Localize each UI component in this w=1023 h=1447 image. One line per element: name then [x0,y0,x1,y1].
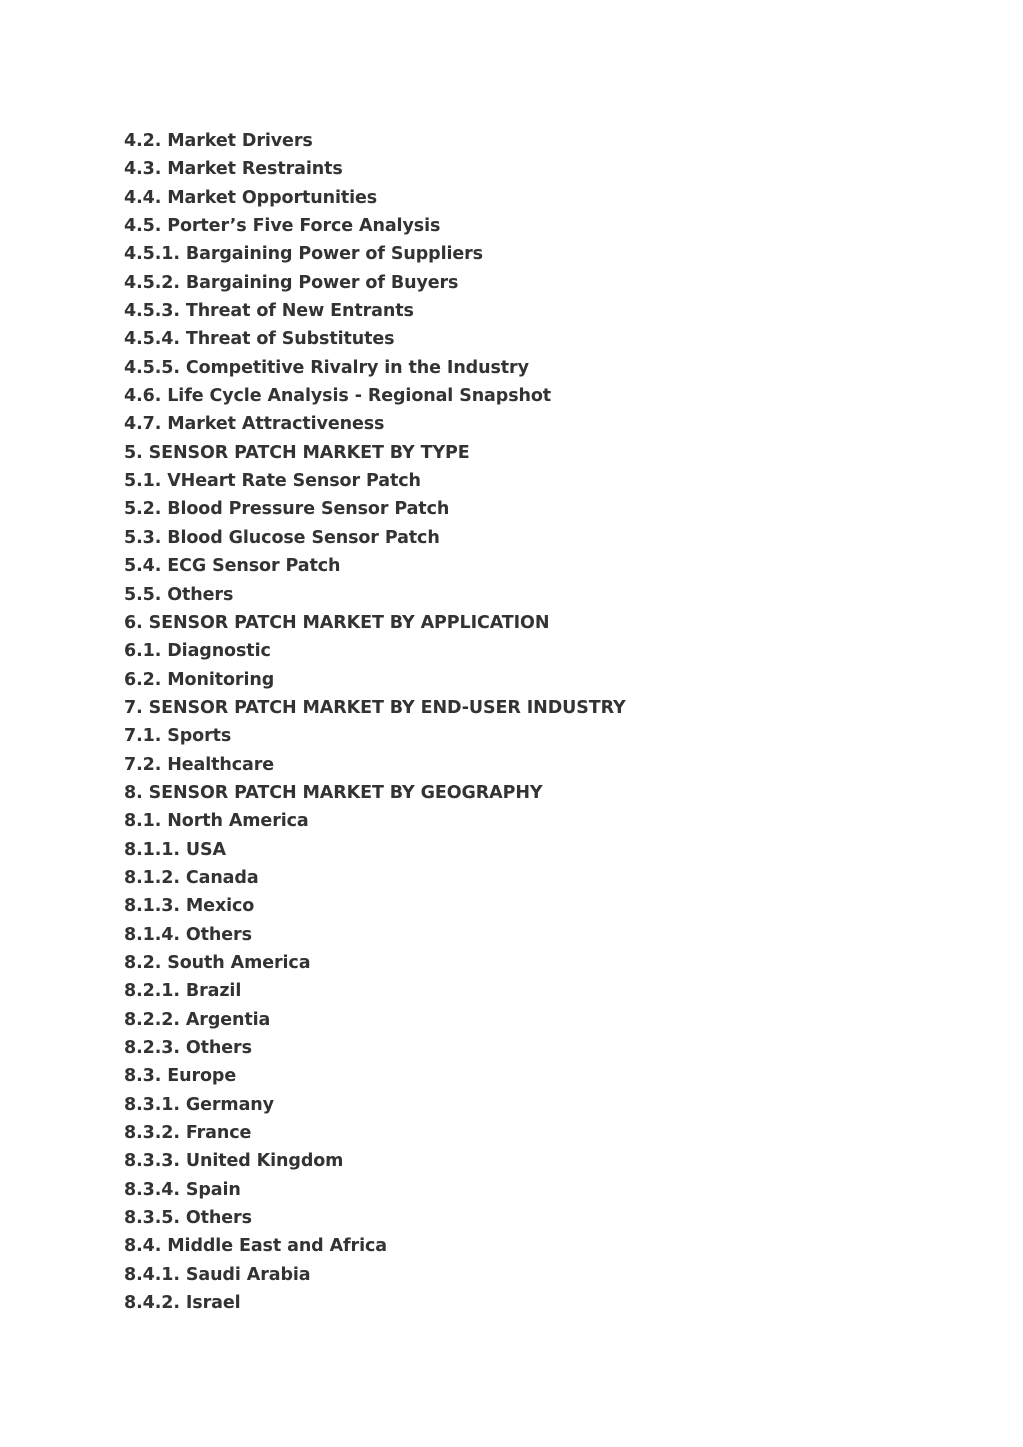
toc-entry: 8.4.1. Saudi Arabia [124,1264,311,1285]
toc-entry: 8.3.3. United Kingdom [124,1151,344,1172]
toc-entry: 8.1. North America [124,811,309,832]
toc-entry: 4.5.3. Threat of New Entrants [124,301,414,322]
toc-entry: 8.2.3. Others [124,1038,252,1058]
toc-entry: 4.5.1. Bargaining Power of Suppliers [124,244,483,265]
toc-entry: 8.3.2. France [124,1123,252,1144]
table-of-contents [124,127,626,1317]
toc-entry: 4.4. Market Opportunities [124,187,378,208]
toc-entry: 8.1.3. Mexico [124,896,255,917]
toc-entry: 8.3.1. Germany [124,1094,274,1115]
toc-entry: 4.2. Market Drivers [124,131,313,151]
toc-entry: 6.1. Diagnostic [124,641,271,662]
toc-entry: 8.3. Europe [124,1066,237,1087]
toc-entry: 4.5.2. Bargaining Power of Buyers [124,272,459,293]
toc-entry: 5.5. Others [124,584,234,605]
toc-entry: 4.5. Porter’s Five Force Analysis [124,216,441,237]
toc-entry: 8.1.1. USA [124,839,226,860]
toc-entry: 4.3. Market Restraints [124,159,343,180]
toc-entry: 8.2. South America [124,952,311,973]
toc-entry: 5.1. VHeart Rate Sensor Patch [124,471,421,492]
toc-section-heading: 7. SENSOR PATCH MARKET BY END-USER INDUSTRY [124,697,626,718]
toc-entry: 8.2.2. Argentia [124,1009,271,1030]
toc-entry: 4.5.4. Threat of Substitutes [124,329,395,350]
toc-section-heading: 8. SENSOR PATCH MARKET BY GEOGRAPHY [124,782,543,803]
toc-section-heading: 5. SENSOR PATCH MARKET BY TYPE [124,442,470,463]
toc-entry: 8.1.4. Others [124,924,252,945]
toc-entry: 4.6. Life Cycle Analysis - Regional Snapshot [124,386,552,407]
toc-entry: 7.1. Sports [124,726,232,747]
toc-entry: 5.3. Blood Glucose Sensor Patch [124,527,440,548]
toc-entry: 7.2. Healthcare [124,754,275,775]
toc-section-heading: 6. SENSOR PATCH MARKET BY APPLICATION [124,612,550,633]
toc-entry: 6.2. Monitoring [124,669,275,690]
toc-entry: 8.1.2. Canada [124,867,259,888]
toc-entry: 8.4.2. Israel [124,1293,241,1314]
toc-entry: 8.2.1. Brazil [124,981,242,1002]
toc-entry: 5.4. ECG Sensor Patch [124,556,341,577]
toc-entry: 8.3.4. Spain [124,1179,241,1200]
toc-entry: 4.5.5. Competitive Rivalry in the Industry [124,357,529,378]
toc-entry: 4.7. Market Attractiveness [124,414,385,435]
toc-entry: 8.4. Middle East and Africa [124,1236,387,1257]
toc-entry: 8.3.5. Others [124,1208,252,1229]
toc-entry: 5.2. Blood Pressure Sensor Patch [124,499,450,520]
